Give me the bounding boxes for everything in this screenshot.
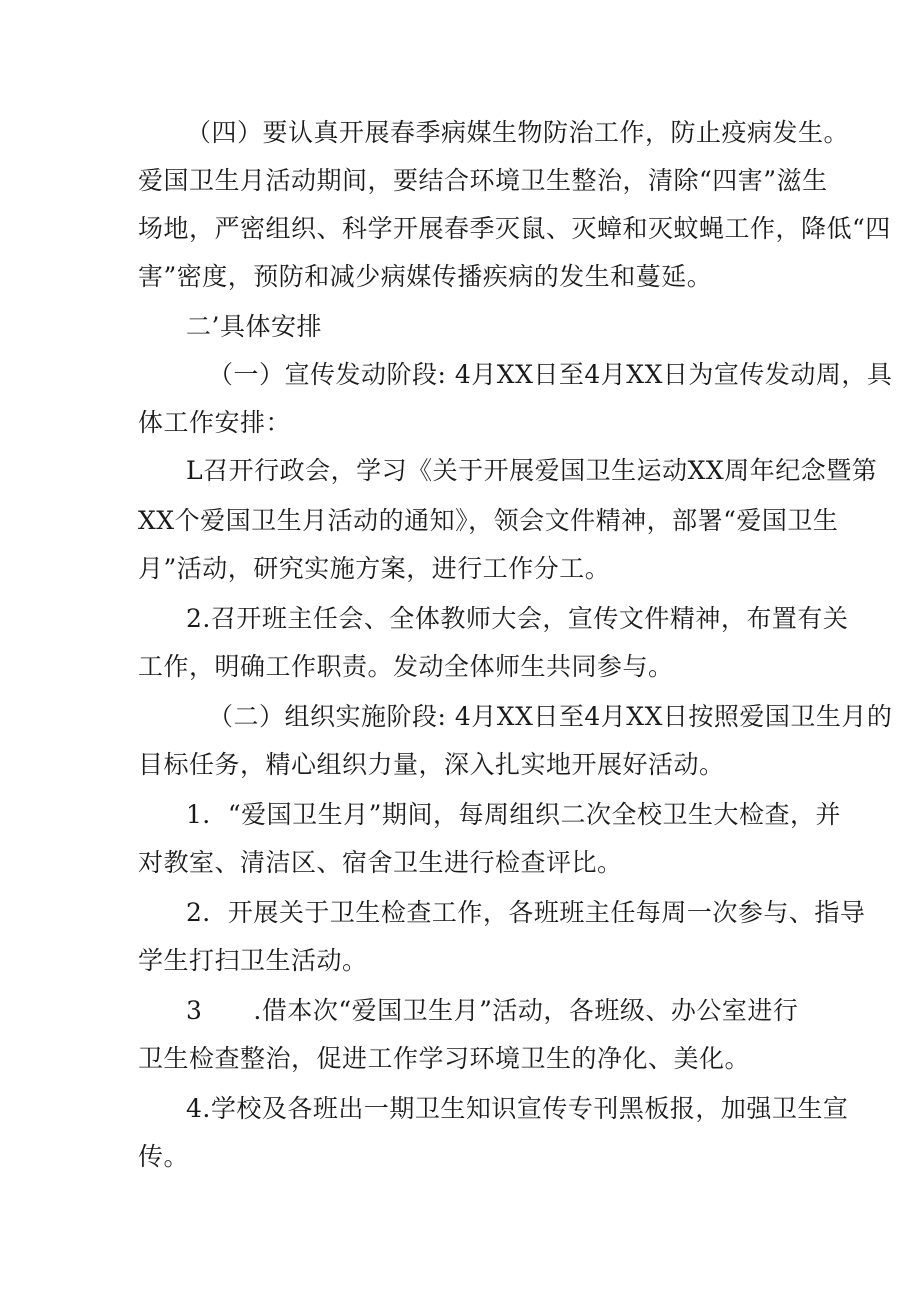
paragraph-line: （一）宣传发动阶段: 4月XX日至4月XX日为宣传发动周，具 [208,360,893,389]
paragraph-line: XX个爱国卫生月活动的通知》，领会文件精神，部署“爱国卫生 [138,506,839,535]
paragraph-line: 场地，严密组织、科学开展春季灭鼠、灭蟑和灭蚊蝇工作，降低“四 [138,214,891,243]
paragraph-line: （二）组织实施阶段: 4月XX日至4月XX日按照爱国卫生月的 [208,702,893,731]
paragraph-line: 月”活动，研究实施方案，进行工作分工。 [138,554,611,583]
paragraph-line: 1．“爱国卫生月”期间，每周组织二次全校卫生大检查，并 [186,800,841,829]
paragraph-line: L召开行政会，学习《关于开展爱国卫生运动XX周年纪念暨第 [186,456,878,485]
paragraph-line: 传。 [138,1142,190,1171]
paragraph-line: 工作，明确工作职责。发动全体师生共同参与。 [138,652,674,681]
paragraph-line: （四）要认真开展春季病媒生物防治工作，防止疫病发生。 [186,118,850,147]
paragraph-line: 2.召开班主任会、全体教师大会，宣传文件精神，布置有关 [186,604,849,633]
paragraph-line: 爱国卫生月活动期间，要结合环境卫生整治，清除“四害”滋生 [138,166,828,195]
paragraph-line: 卫生检查整治，促进工作学习环境卫生的净化、美化。 [138,1044,751,1073]
paragraph-line: 害”密度，预防和减少病媒传播疾病的发生和蔓延。 [138,262,713,291]
section-heading: 二’具体安排 [186,312,322,341]
paragraph-line: 3 .借本次“爱国卫生月”活动，各班级、办公室进行 [186,996,799,1025]
paragraph-line: 学生打扫卫生活动。 [138,946,368,975]
paragraph-line: 2．开展关于卫生检查工作，各班班主任每周一次参与、指导 [186,898,866,927]
paragraph-line: 4.学校及各班出一期卫生知识宣传专刊黑板报，加强卫生宣 [186,1094,849,1123]
paragraph-line: 体工作安排： [138,408,292,437]
paragraph-line: 对教室、清洁区、宿舍卫生进行检查评比。 [138,848,623,877]
paragraph-line: 目标任务，精心组织力量，深入扎实地开展好活动。 [138,750,725,779]
